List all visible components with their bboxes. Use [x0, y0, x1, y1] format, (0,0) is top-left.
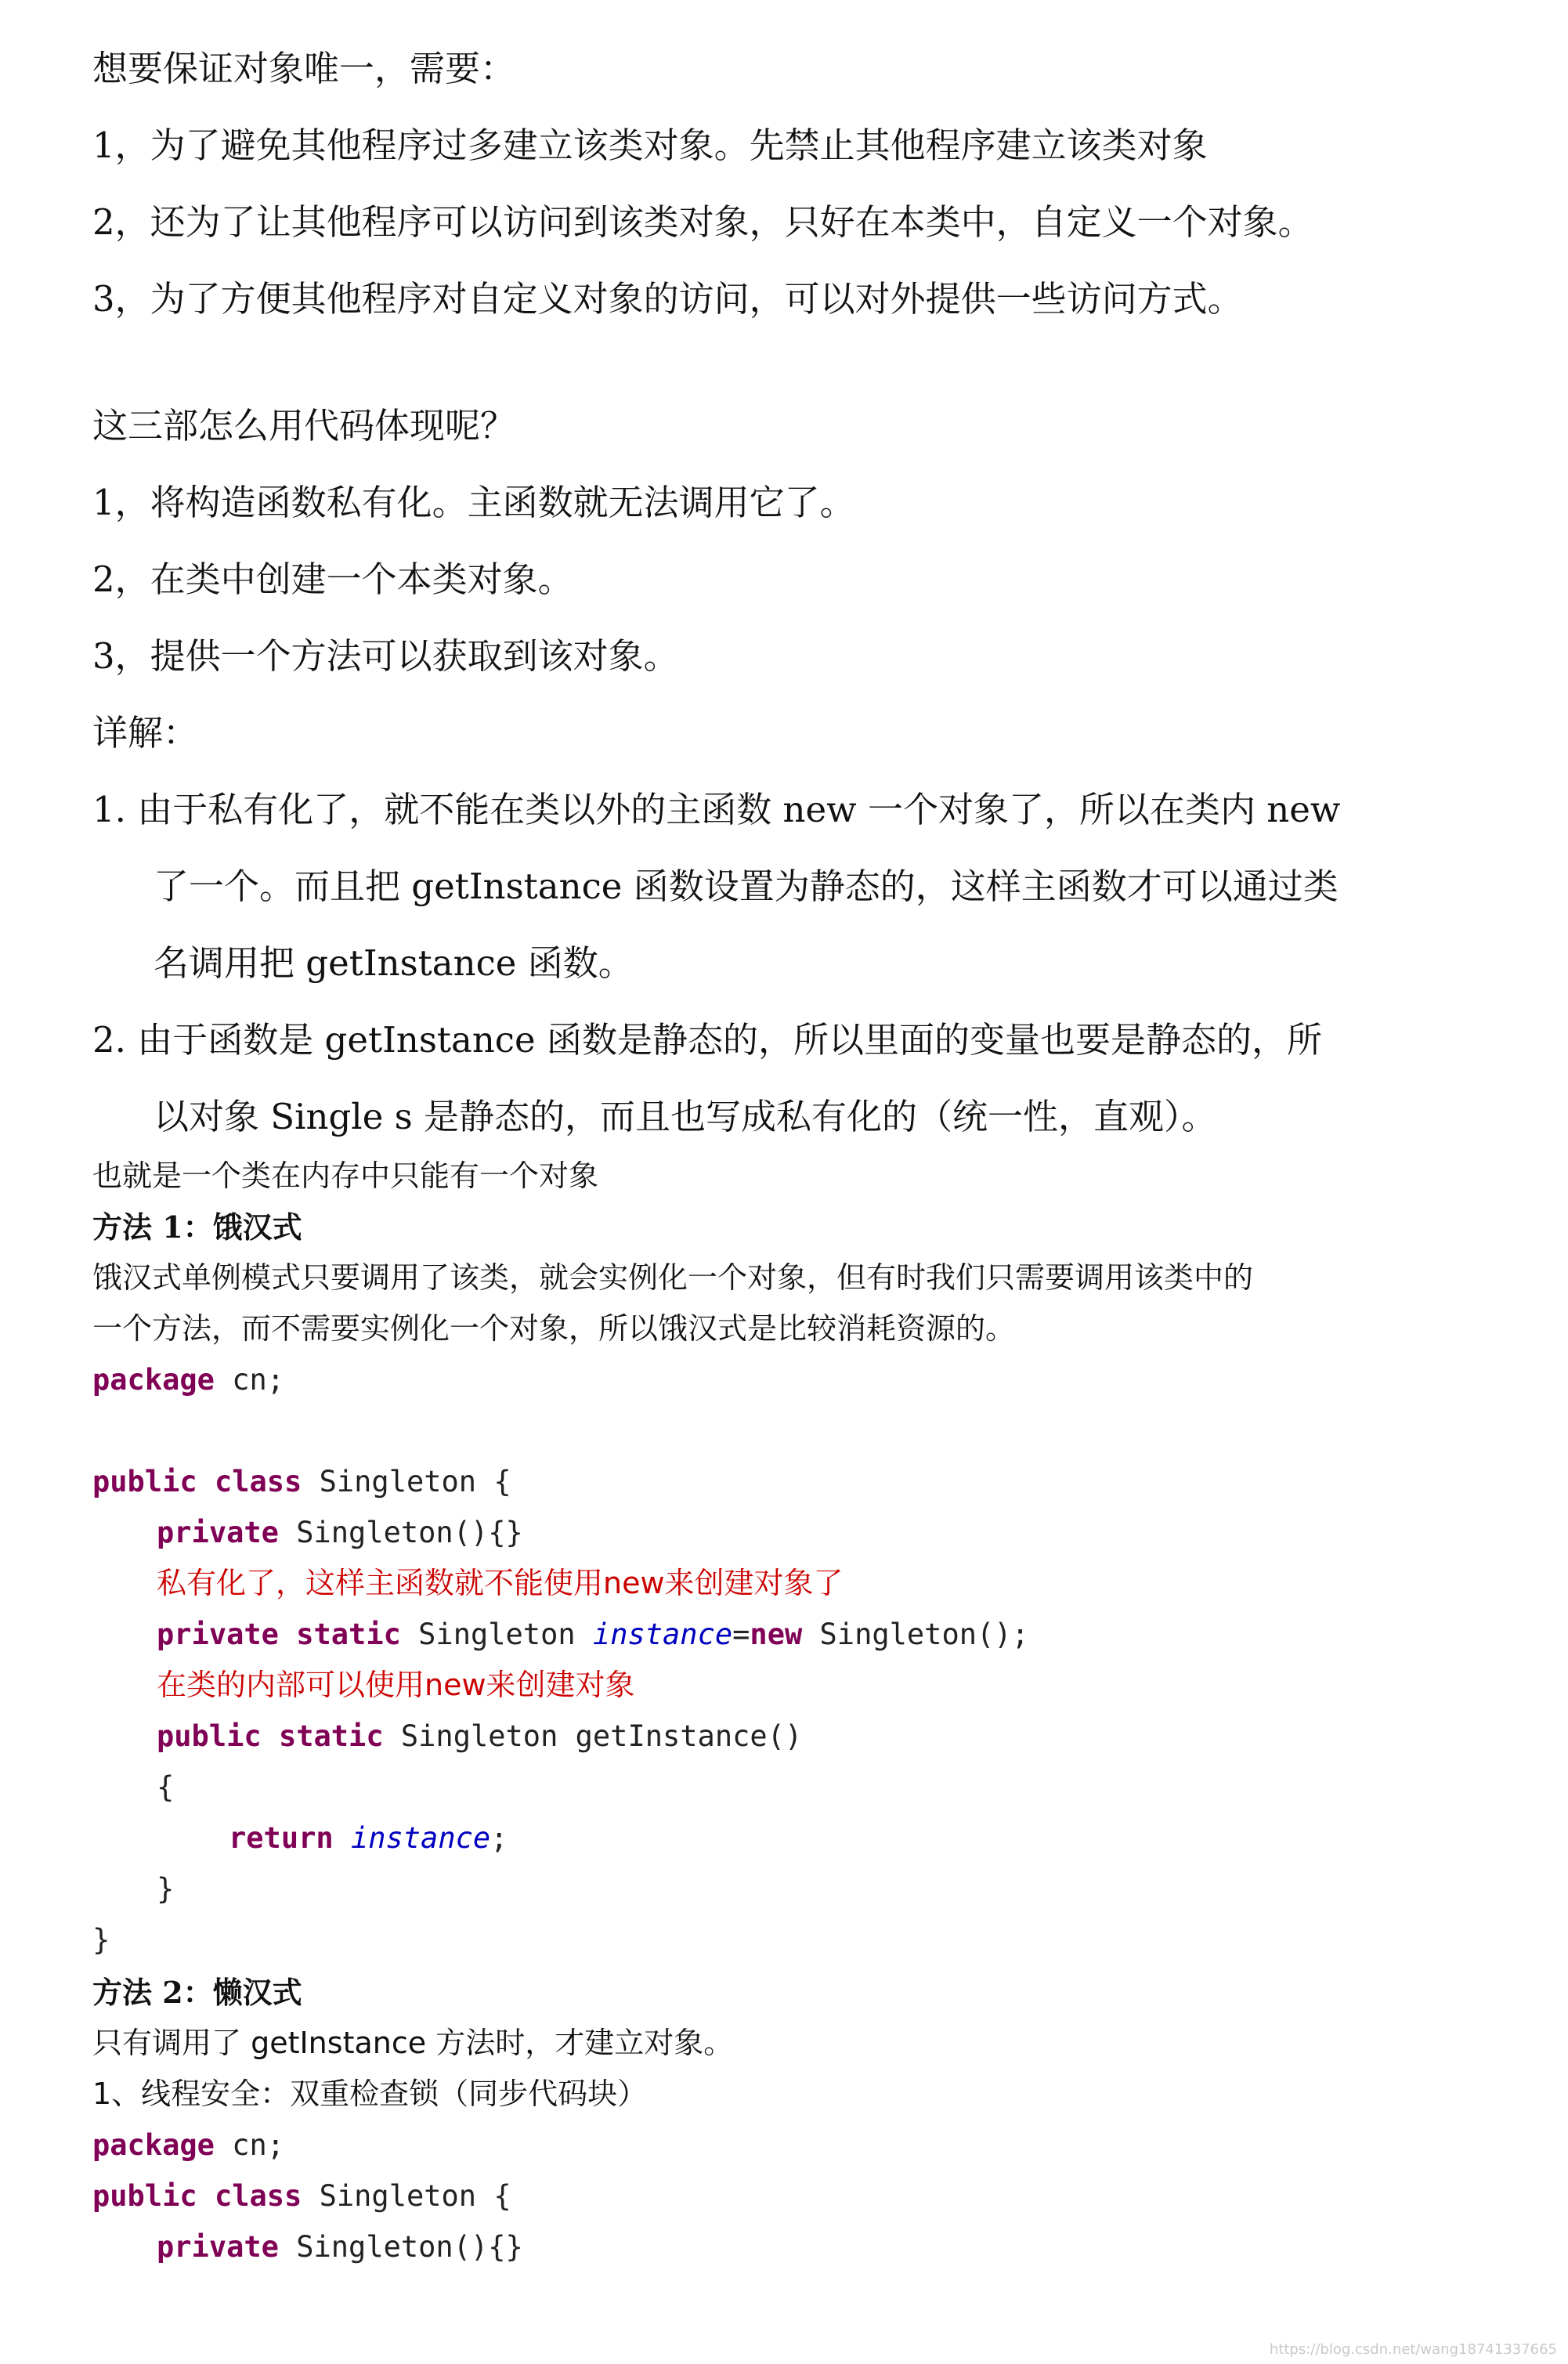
code-method-close-brace: } [157, 1872, 175, 1906]
keyword-class: class [214, 1465, 302, 1498]
package-name: cn; [214, 2128, 285, 2162]
return-semicolon: ; [490, 1821, 508, 1855]
red-comment-new-inside: 在类的内部可以使用new来创建对象 [157, 1668, 635, 1702]
red-comment-private-ctor: 私有化了，这样主函数就不能使用new来创建对象了 [157, 1566, 844, 1600]
keyword-static: static [278, 1719, 384, 1753]
constructor-call: Singleton(); [802, 1618, 1029, 1651]
method2-desc: 只有调用了 getInstance 方法时，才建立对象。 [92, 2026, 734, 2060]
keyword-package: package [92, 1363, 215, 1397]
details-item1-line1: 1. 由于私有化了，就不能在类以外的主函数 new 一个对象了，所以在类内 new [92, 789, 1341, 830]
code2-line-package [92, 2129, 284, 2163]
code-class-close-brace: } [92, 1923, 110, 1957]
keyword-public: public [157, 1719, 262, 1753]
details-heading: 详解： [92, 712, 199, 754]
steps-heading: 这三部怎么用代码体现呢？ [92, 405, 516, 446]
code2-line-constructor [157, 2231, 523, 2265]
keyword-public: public [92, 2179, 197, 2213]
keyword-private: private [157, 1618, 279, 1651]
field-type: Singleton [400, 1618, 593, 1651]
constructor: Singleton(){} [278, 1516, 523, 1549]
keyword-class: class [214, 2179, 302, 2213]
keyword-new: new [750, 1618, 803, 1651]
method2-title: 方法 2：懒汉式 [92, 1975, 302, 2010]
constructor: Singleton(){} [278, 2230, 523, 2264]
code-open-brace: { [157, 1770, 175, 1804]
code-line-field [157, 1618, 1029, 1652]
intro-heading: 想要保证对象唯一，需要： [92, 48, 516, 89]
method2-sub: 1、线程安全：双重检查锁（同步代码块） [92, 2077, 648, 2111]
keyword-package: package [92, 2128, 215, 2162]
keyword-static: static [296, 1618, 401, 1651]
return-instance: instance [350, 1821, 491, 1855]
intro-item-1: 1，为了避免其他程序过多建立该类对象。先禁止其他程序建立该类对象 [92, 125, 1208, 166]
code-line-constructor [157, 1516, 523, 1550]
details-item2-line2: 以对象 Single s 是静态的，而且也写成私有化的（统一性，直观）。 [154, 1096, 1217, 1137]
package-name: cn; [214, 1363, 285, 1397]
method1-desc-line1: 饿汉式单例模式只要调用了该类，就会实例化一个对象，但有时我们只需要调用该类中的 [92, 1260, 1254, 1295]
class-declaration: Singleton { [302, 1465, 511, 1498]
intro-item-2: 2，还为了让其他程序可以访问到该类对象，只好在本类中，自定义一个对象。 [92, 201, 1313, 243]
code-line-return [229, 1822, 508, 1856]
method-signature: Singleton getInstance() [383, 1719, 803, 1753]
intro-item-3: 3，为了方便其他程序对自定义对象的访问，可以对外提供一些访问方式。 [92, 278, 1243, 320]
code2-line-class [92, 2180, 511, 2214]
class-declaration: Singleton { [302, 2179, 511, 2213]
summary-text: 也就是一个类在内存中只能有一个对象 [92, 1159, 599, 1193]
steps-item-3: 3，提供一个方法可以获取到该对象。 [92, 635, 679, 677]
watermark-url: https://blog.csdn.net/wang18741337665 [1269, 2341, 1557, 2358]
code-line-class [92, 1466, 511, 1499]
keyword-return: return [229, 1821, 334, 1855]
keyword-public: public [92, 1465, 197, 1498]
code-line-method [157, 1720, 802, 1754]
method1-title: 方法 1：饿汉式 [92, 1209, 302, 1245]
details-item1-line2: 了一个。而且把 getInstance 函数设置为静态的，这样主函数才可以通过类 [154, 866, 1339, 907]
details-item1-line3: 名调用把 getInstance 函数。 [154, 942, 634, 984]
keyword-private: private [157, 2230, 279, 2264]
assign-operator: = [732, 1618, 750, 1651]
steps-item-1: 1，将构造函数私有化。主函数就无法调用它了。 [92, 482, 855, 523]
code-line-package [92, 1364, 284, 1397]
method1-desc-line2: 一个方法，而不需要实例化一个对象，所以饿汉式是比较消耗资源的。 [92, 1311, 1016, 1346]
steps-item-2: 2，在类中创建一个本类对象。 [92, 558, 573, 600]
field-instance: instance [592, 1618, 733, 1651]
keyword-private: private [157, 1516, 279, 1549]
details-item2-line1: 2. 由于函数是 getInstance 函数是静态的，所以里面的变量也要是静态的，所 [92, 1019, 1322, 1061]
